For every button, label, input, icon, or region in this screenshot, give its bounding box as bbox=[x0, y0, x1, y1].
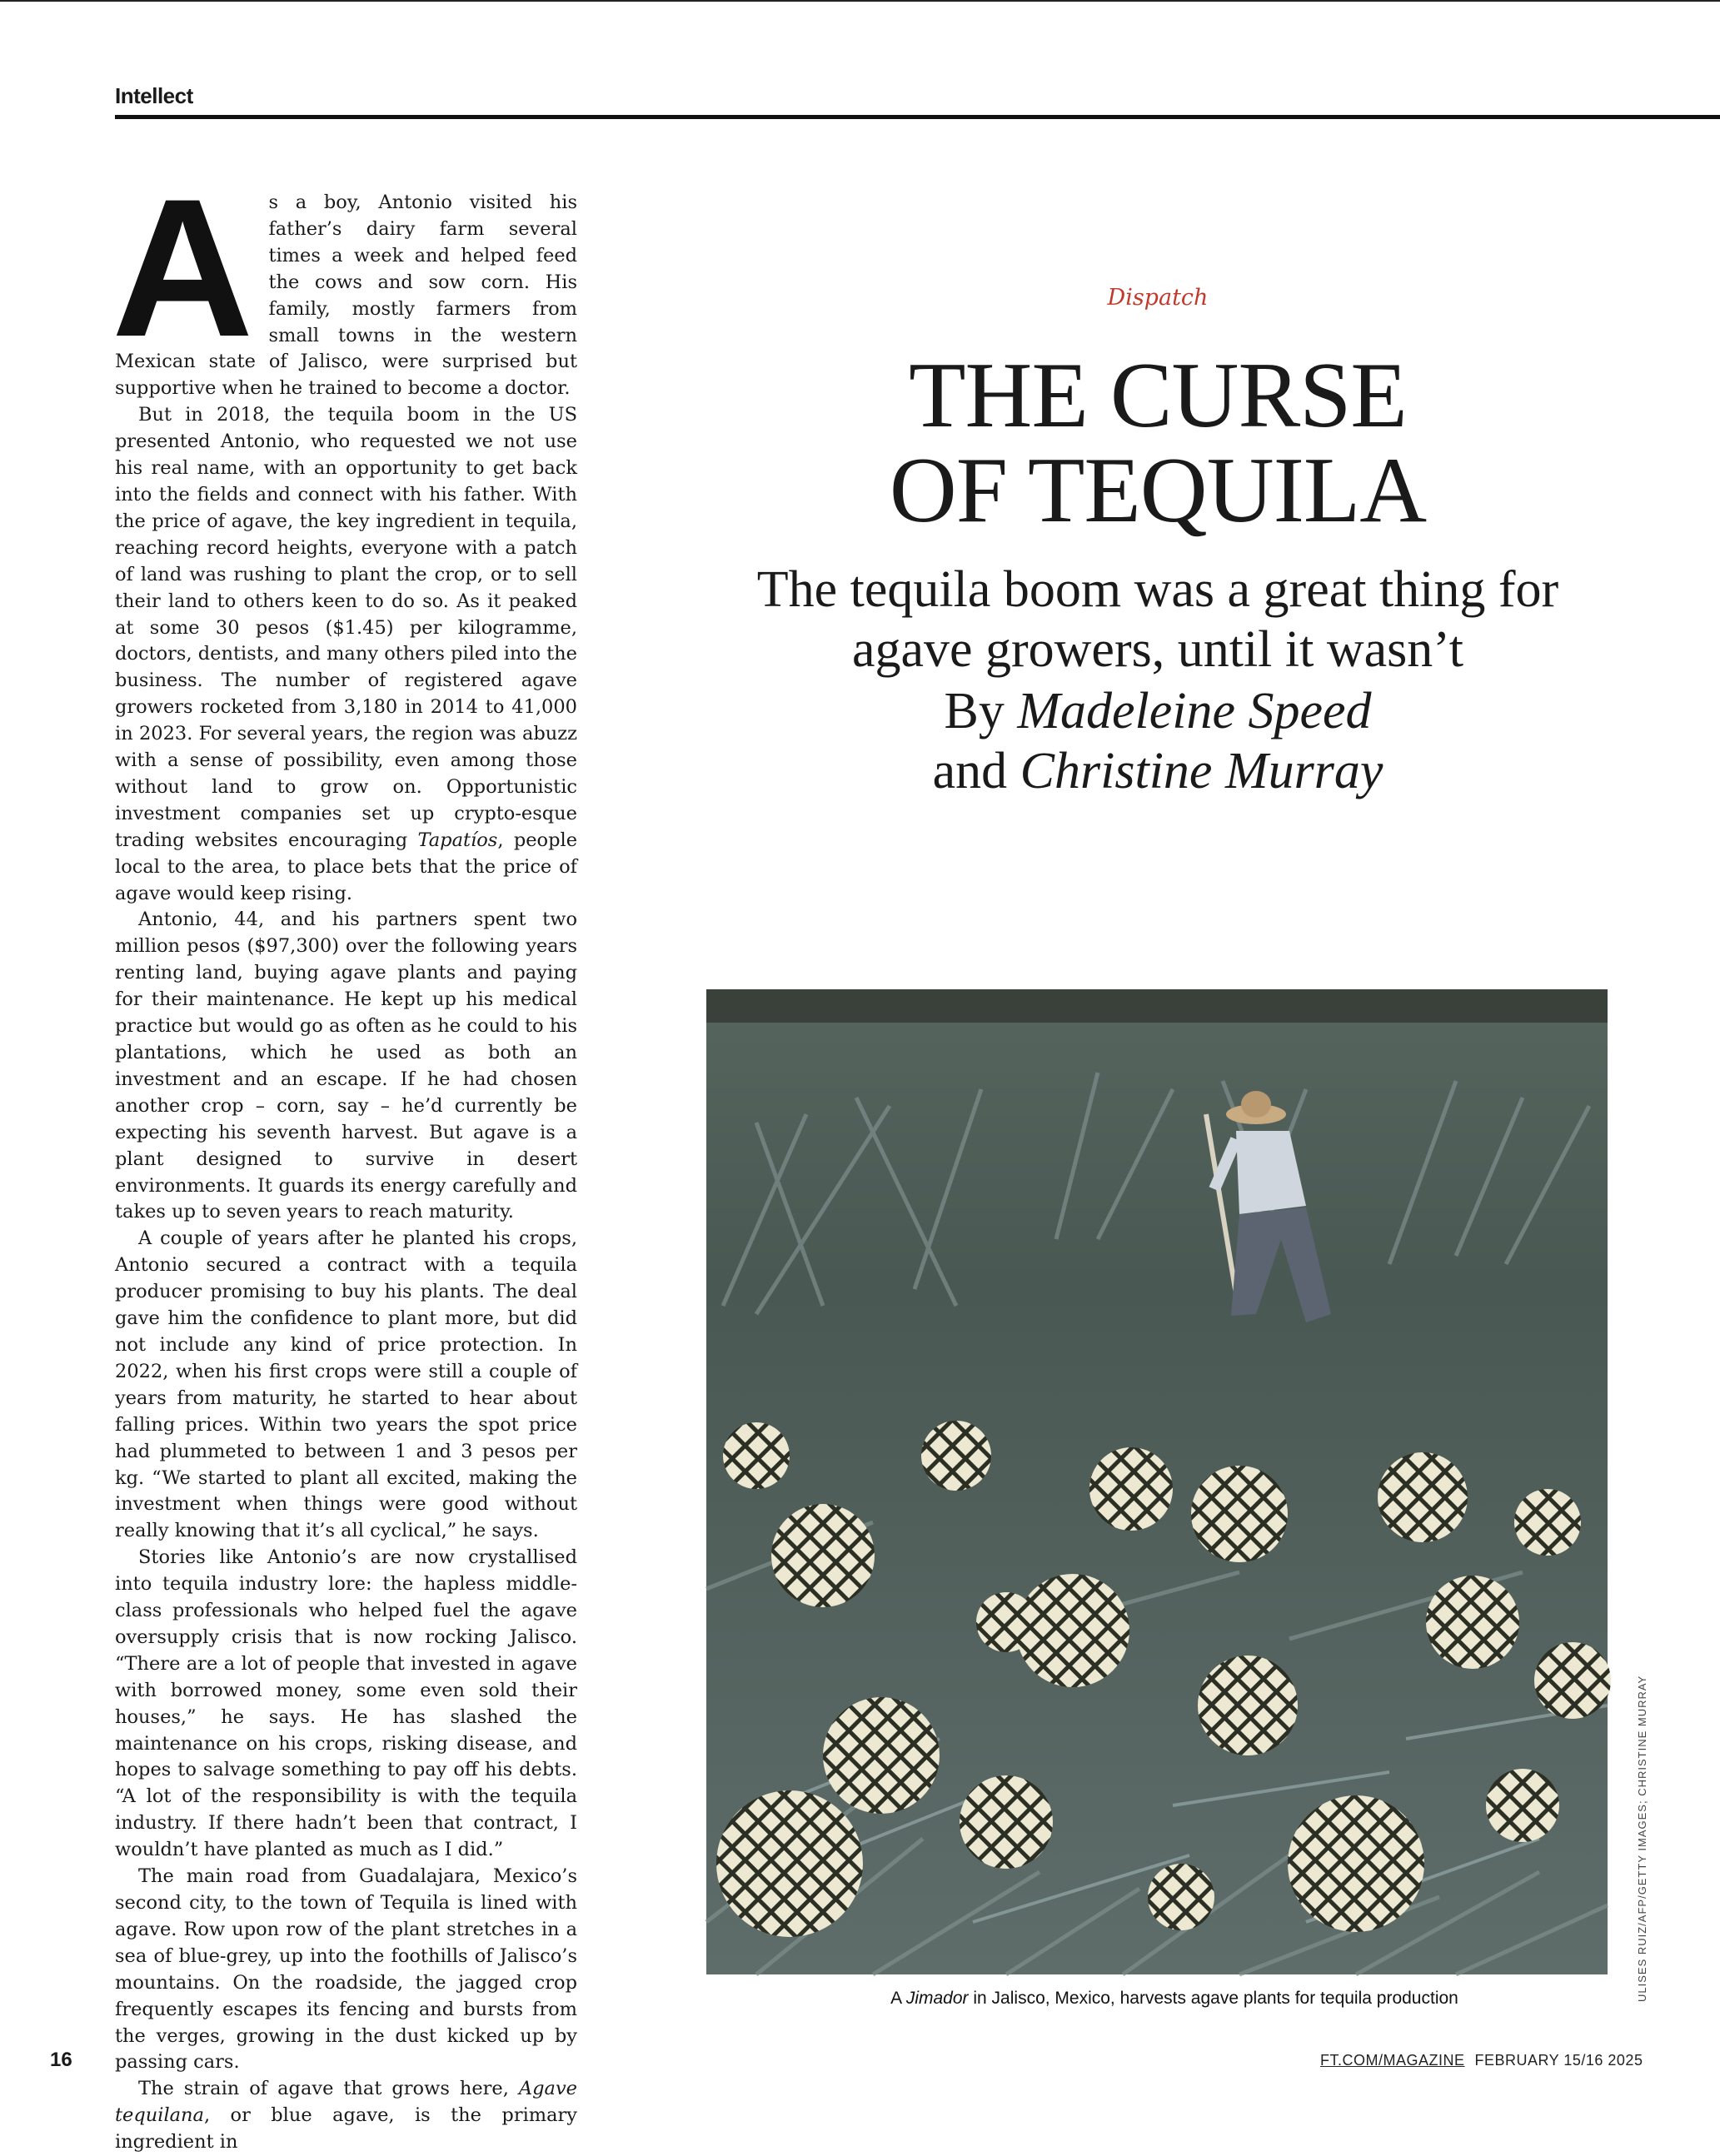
photo-credit: ULISES RUIZ/AFP/GETTY IMAGES; CHRISTINE MURRAY bbox=[1636, 1675, 1648, 2002]
italic-term: Agave tequilana bbox=[115, 2078, 577, 2127]
issue-date: FEBRUARY 15/16 2025 bbox=[1474, 2052, 1643, 2069]
footer bbox=[1320, 2052, 1643, 2069]
author-name: Madeleine Speed bbox=[1017, 683, 1372, 739]
byline: By Madeleine Speed and Christine Murray bbox=[932, 683, 1383, 799]
paragraph-4: A couple of years after he planted his crops, Antonio secured a contract with a tequila producer promising to buy his plants. The deal gave him the confidence to plant more, but did not include any kind of price protection. In 2022, when his first crops were still a couple of years from maturity, he started to hear about falling prices. Within two years the spot price had plummeted to between 1 and 3 pesos per kg. “We started to plant all excited, making the investment when things were good without really knowing that it’s all cyclical,” he says. bbox=[115, 1227, 577, 1542]
paragraph-7: The strain of agave that grows here, Agave tequilana, or blue agave, is the primary ingredient in bbox=[115, 2078, 577, 2154]
site-link[interactable]: FT.COM/MAGAZINE bbox=[1320, 2052, 1465, 2069]
agave-field-photo bbox=[706, 989, 1608, 1974]
standfirst: The tequila boom was a great thing for agave growers, until it wasn’t bbox=[756, 561, 1559, 678]
page-number: 16 bbox=[50, 2049, 72, 2071]
paragraph-3: Antonio, 44, and his partners spent two million pesos ($97,300) over the following years renting land, buying agave plants and paying for their maintenance. He kept up his medical practice but would go as often as he could to his plantations, which he used as both an investment and an escape. If he had chosen another crop – corn, say – he’d currently be expecting his seventh harvest. But agave is a plant designed to survive in desert environments. It guards its energy carefully and takes up to seven years to reach maturity. bbox=[115, 909, 577, 1223]
paragraph-5: Stories like Antonio’s are now crystallised into tequila industry lore: the hapless middle-class professionals who helped fuel the agave oversupply crisis that is now rocking Jalisco. “There are a lot of people that invested in agave with borrowed money, some even sold their houses,” he says. He has slashed the maintenance on his crops, risking disease, and hopes to salvage something to pay off his debts. “A lot of the responsibility is with the tequila industry. If there hadn’t been that contract, I wouldn’t have planted as much as I did.” bbox=[115, 1546, 577, 1861]
article-kicker: Dispatch bbox=[1107, 285, 1209, 311]
paragraph-6: The main road from Guadalajara, Mexico’s second city, to the town of Tequila is lined with agave. Row upon row of the plant stretches in a sea of blue-grey, up into the foothills of Jalisco’s mountains. On the roadside, the jagged crop frequently escapes its fencing and bursts from the verges, growing in the dust kicked up by passing cars. bbox=[115, 1865, 577, 2074]
paragraph-1: As a boy, Antonio visited his father’s dairy farm several times a week and helped feed the cows and sow corn. His family, mostly farmers from small towns in the western Mexican state of Jalisco, were surprised but supportive when he trained to become a doctor. bbox=[112, 158, 577, 400]
headline: THE CURSE OF TEQUILA bbox=[889, 344, 1427, 542]
italic-term: Tapatíos bbox=[417, 829, 498, 851]
photo-caption: A Jimador in Jalisco, Mexico, harvests agave plants for tequila production bbox=[890, 1989, 1458, 2008]
drop-cap: A bbox=[112, 158, 254, 378]
top-border bbox=[0, 0, 1720, 2]
author-name: Christine Murray bbox=[1020, 743, 1383, 799]
section-rule bbox=[115, 115, 1720, 119]
article-body bbox=[112, 158, 578, 2154]
section-label: Intellect bbox=[115, 83, 193, 108]
paragraph-2: But in 2018, the tequila boom in the US presented Antonio, who requested we not use his real name, with an opportunity to get back into the fields and connect with his father. With the price of agave, the key ingredient in tequila, reaching record heights, everyone with a patch of land was rushing to plant the crop, or to sell their land to others keen to do so. As it peaked at some 30 pesos ($1.45) per kilogramme, doctors, dentists, and many others piled into the business. The number of registered agave growers rocketed from 3,180 in 2014 to 41,000 in 2023. For several years, the region was abuzz with a sense of possibility, even among those without land to grow on. Opportunistic investment companies set up crypto-esque trading websites encouraging Tapatíos, people local to the area, to place bets that the price of agave would keep rising. bbox=[115, 404, 578, 904]
